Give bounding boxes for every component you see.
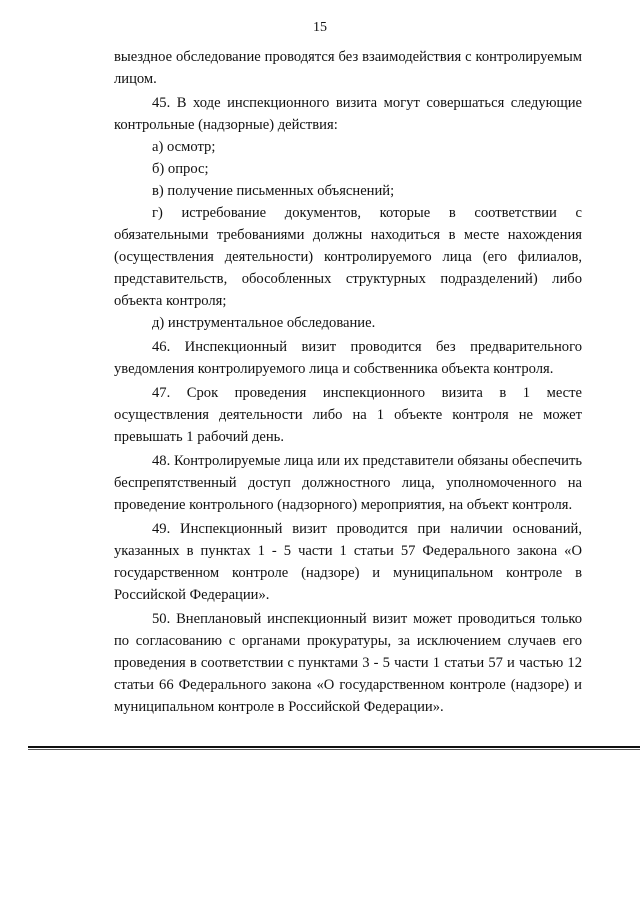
- paragraph-49: 49. Инспекционный визит проводится при наличии оснований, указанных в пунктах 1 - 5 части 1 статьи 57 Федерального закона «О государственном контроле (надзоре) и муниципальном контроле в Российской Федерации».: [114, 521, 582, 603]
- page-divider-shadow: [28, 749, 640, 750]
- list-item-a: а) осмотр;: [152, 139, 216, 155]
- paragraph-45: 45. В ходе инспекционного визита могут совершаться следующие контрольные (надзорные) действия:: [114, 95, 582, 133]
- document-body: [114, 46, 582, 718]
- page-divider: [28, 746, 640, 748]
- paragraph-47: 47. Срок проведения инспекционного визита в 1 месте осуществления деятельности либо на 1 объекте контроля не может превышать 1 рабочий день.: [114, 385, 582, 445]
- paragraph-continuation: выездное обследование проводятся без взаимодействия с контролируемым лицом.: [114, 49, 582, 87]
- paragraph-46: 46. Инспекционный визит проводится без предварительного уведомления контролируемого лица и собственника объекта контроля.: [114, 339, 582, 377]
- paragraph-48: 48. Контролируемые лица или их представители обязаны обеспечить беспрепятственный доступ должностного лица, уполномоченного на проведение контрольного (надзорного) мероприятия, на объект контроля.: [114, 453, 582, 513]
- list-item-b: б) опрос;: [152, 161, 209, 177]
- paragraph-50: 50. Внеплановый инспекционный визит может проводиться только по согласованию с органами прокуратуры, за исключением случаев его проведения в соответствии с пунктами 3 - 5 части 1 статьи 57 и частью 12 статьи 66 Федерального закона «О государственном контроле (надзоре) и муниципальном контроле в Российской Федерации».: [114, 611, 582, 715]
- list-item-g: г) истребование документов, которые в соответствии с обязательными требованиями должны находиться в месте нахождения (осуществления деятельности) контролируемого лица (его филиалов, представительств, обособленных структурных подразделений) либо объекта контроля;: [114, 205, 582, 309]
- list-item-d: д) инструментальное обследование.: [152, 315, 376, 331]
- page-number: 15: [313, 20, 327, 35]
- list-item-v: в) получение письменных объяснений;: [152, 183, 395, 199]
